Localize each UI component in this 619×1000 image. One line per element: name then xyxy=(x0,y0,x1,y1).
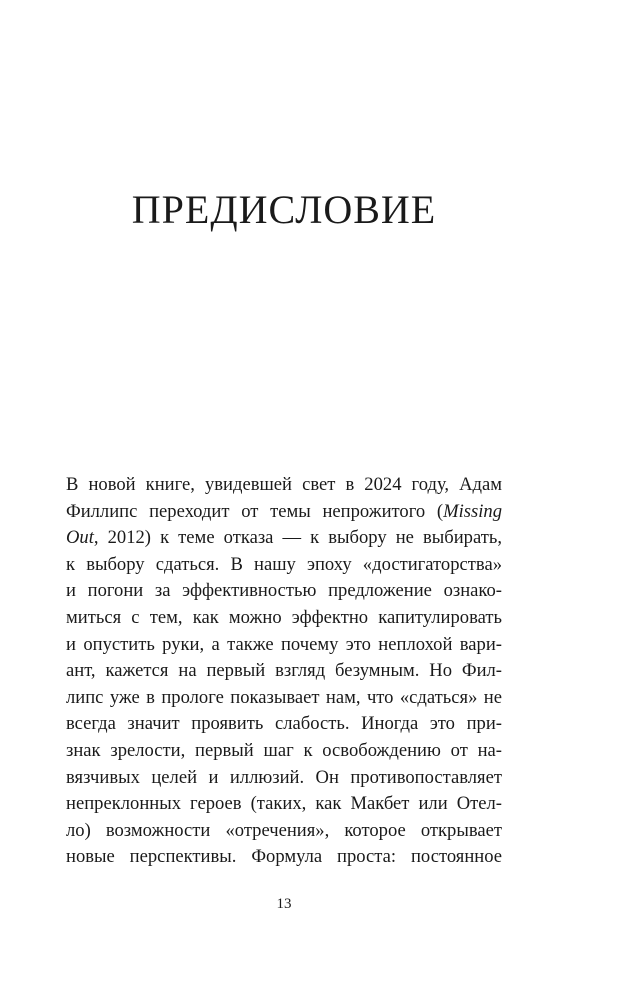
text-line: непреклонных героев (таких, как Макбет или Отел- xyxy=(66,793,502,815)
text-line: ло) возможности «отречения», которое открывает xyxy=(66,819,502,841)
italic-title: Out xyxy=(66,527,94,549)
text-line: знак зрелости, первый шаг к освобождению от на- xyxy=(66,739,502,761)
text-line: миться с тем, как можно эффектно капитулировать xyxy=(66,606,502,628)
text-line: В новой книге, увидевшей свет в 2024 году, Адам xyxy=(66,474,502,495)
text-line: к выбору сдаться. В нашу эпоху «достигаторства» xyxy=(66,553,502,575)
text-line: новые перспективы. Формула проста: постоянное xyxy=(66,846,502,868)
text-line: липс уже в прологе показывает нам, что «сдаться» не xyxy=(66,686,502,708)
text-line: и погони за эффективностью предложение ознако- xyxy=(66,580,502,602)
text-line: Out, 2012) к теме отказа — к выбору не выбирать, xyxy=(66,527,502,549)
text-line: вязчивых целей и иллюзий. Он противопоставляет xyxy=(66,766,502,788)
page-number: 13 xyxy=(276,896,292,912)
italic-title: Missing xyxy=(443,500,502,522)
chapter-title: ПРЕДИСЛОВИЕ xyxy=(131,187,437,232)
text-line: и опустить руки, а также почему это неплохой вари- xyxy=(66,633,502,655)
body-text xyxy=(66,472,502,871)
text-line: ант, кажется на первый взгляд безумным. Но Фил- xyxy=(66,660,502,682)
text-line: Филлипс переходит от темы непрожитого (Missing xyxy=(66,500,502,522)
text-line: всегда значит проявить слабость. Иногда это при- xyxy=(66,713,502,735)
